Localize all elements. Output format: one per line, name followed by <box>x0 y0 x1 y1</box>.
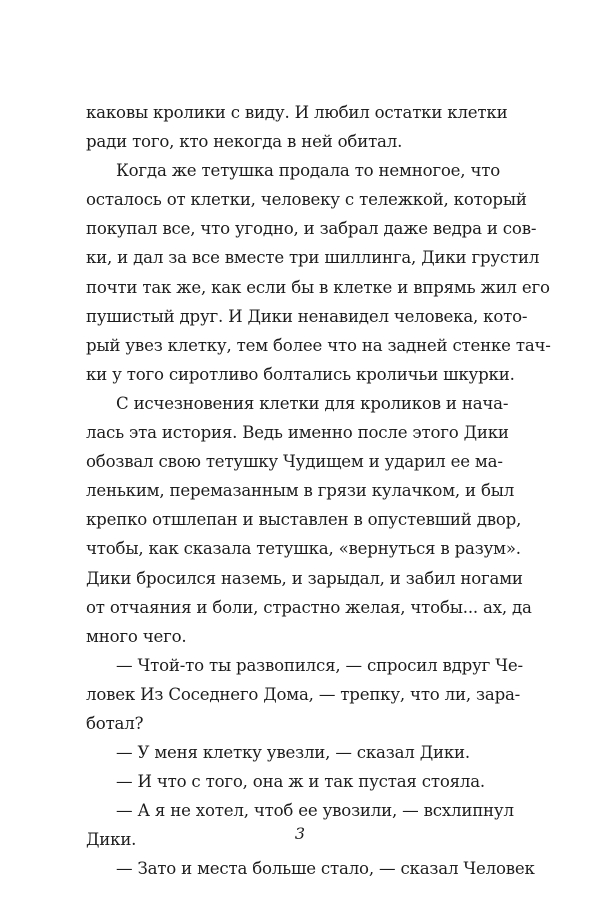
text-line: рый увез клетку, тем более что на задней стенке тач- <box>86 335 551 355</box>
text-line: почти так же, как если бы в клетке и впрямь жил его <box>86 277 550 297</box>
text-line: ботал? <box>86 713 144 733</box>
text-line: чтобы, как сказала тетушка, «вернуться в разум». <box>86 539 521 559</box>
text-line: от отчаяния и боли, страстно желая, чтобы... ах, да <box>86 597 532 617</box>
text-line: — И что с того, она ж и так пустая стояла. <box>116 772 485 792</box>
text-line: много чего. <box>86 626 187 646</box>
text-line: пушистый друг. И Дики ненавидел человека, кото- <box>86 306 528 326</box>
text-line: осталось от клетки, человеку с тележкой, который <box>86 190 527 210</box>
text-line: — Зато и места больше стало, — сказал Человек <box>116 859 535 879</box>
text-line: леньким, перемазанным в грязи кулачком, и был <box>86 481 515 501</box>
body-text <box>86 98 551 884</box>
text-line: лась эта история. Ведь именно после этого Дики <box>86 423 509 443</box>
text-line: Дики бросился наземь, и зарыдал, и забил ногами <box>86 568 523 588</box>
text-line: С исчезновения клетки для кроликов и нача- <box>116 393 509 413</box>
text-line: Когда же тетушка продала то немногое, что <box>116 161 500 181</box>
text-line: каковы кролики с виду. И любил остатки клетки <box>86 103 508 122</box>
text-line: Дики. <box>86 830 137 850</box>
page-number: 3 <box>294 824 306 843</box>
text-line: ради того, кто некогда в ней обитал. <box>86 132 403 152</box>
text-line: — У меня клетку увезли, — сказал Дики. <box>116 743 470 763</box>
text-line: ки, и дал за все вместе три шиллинга, Дики грустил <box>86 248 540 268</box>
text-line: — Чтой-то ты развопился, — спросил вдруг Че- <box>116 655 523 675</box>
text-line: обозвал свою тетушку Чудищем и ударил ее ма- <box>86 452 503 472</box>
text-line: ловек Из Соседнего Дома, — трепку, что ли, зара- <box>86 684 521 704</box>
text-line: покупал все, что угодно, и забрал даже ведра и сов- <box>86 219 537 239</box>
text-line: крепко отшлепан и выставлен в опустевший двор, <box>86 510 522 530</box>
text-line: ки у того сиротливо болтались кроличьи шкурки. <box>86 364 515 384</box>
text-line: — А я не хотел, чтоб ее увозили, — всхлипнул <box>116 801 514 821</box>
